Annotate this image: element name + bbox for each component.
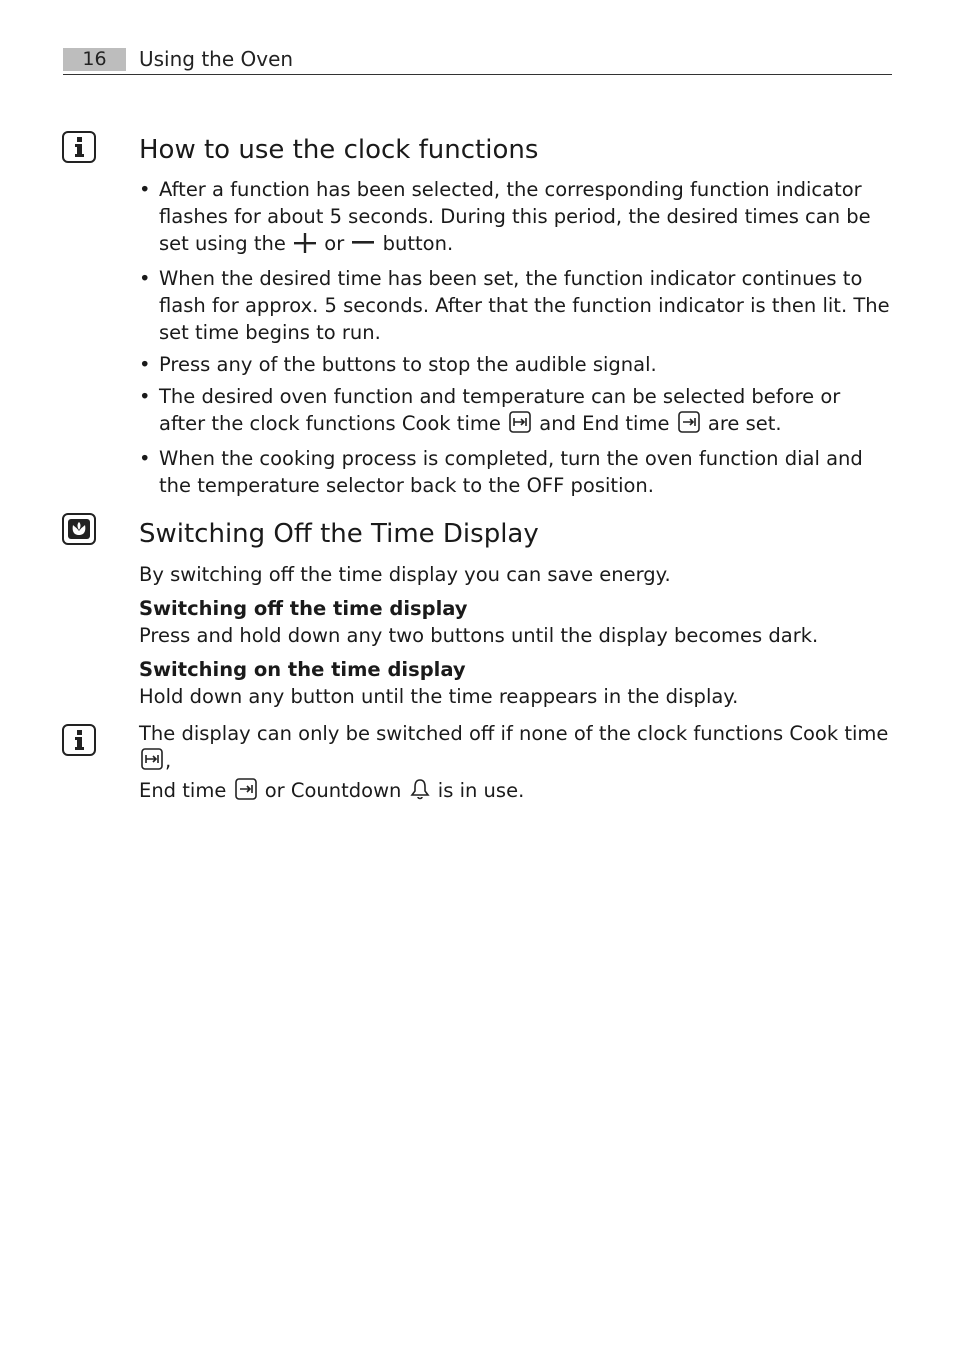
list-item: • When the cooking process is completed, turn the oven function dial and the temperature selector back to the OFF position. <box>139 445 891 499</box>
page-header <box>63 46 892 75</box>
switch-on-heading: Switching on the time display <box>139 658 466 681</box>
list-item: • After a function has been selected, the corresponding function indicator flashes for about 5 seconds. During this period, the desired times can be set using the or button. <box>139 176 891 260</box>
list-item: • Press any of the buttons to stop the audible signal. <box>139 351 891 378</box>
list-item: • The desired oven function and temperature can be selected before or after the clock functions Cook time and End time are set. <box>139 383 891 440</box>
info-icon <box>62 724 96 756</box>
section-title-time-display: Switching Off the Time Display <box>139 519 539 549</box>
section-title-clock-functions: How to use the clock functions <box>139 135 539 165</box>
cook-time-icon <box>141 748 163 777</box>
countdown-bell-icon <box>410 778 430 807</box>
cook-time-icon <box>509 411 531 440</box>
clock-functions-list <box>139 176 891 504</box>
list-item: • When the desired time has been set, the function indicator continues to flash for approx. 5 seconds. After that the function indicator is then lit. The set time begins to run. <box>139 265 891 346</box>
end-time-icon <box>235 778 257 807</box>
switch-off-text: Press and hold down any two buttons until the display becomes dark. <box>139 624 819 647</box>
time-display-intro: By switching off the time display you can save energy. <box>139 563 671 586</box>
minus-button-icon <box>352 233 374 260</box>
end-time-icon <box>678 411 700 440</box>
switch-on-text: Hold down any button until the time reappears in the display. <box>139 685 739 708</box>
note-text: The display can only be switched off if none of the clock functions Cook time , End time or Countdown is in use. <box>139 720 891 807</box>
plus-button-icon <box>294 233 316 260</box>
switch-off-heading: Switching off the time display <box>139 597 468 620</box>
info-icon <box>62 131 96 163</box>
environment-tip-icon <box>62 513 96 545</box>
page-number: 16 <box>63 48 126 71</box>
header-title: Using the Oven <box>139 47 294 71</box>
